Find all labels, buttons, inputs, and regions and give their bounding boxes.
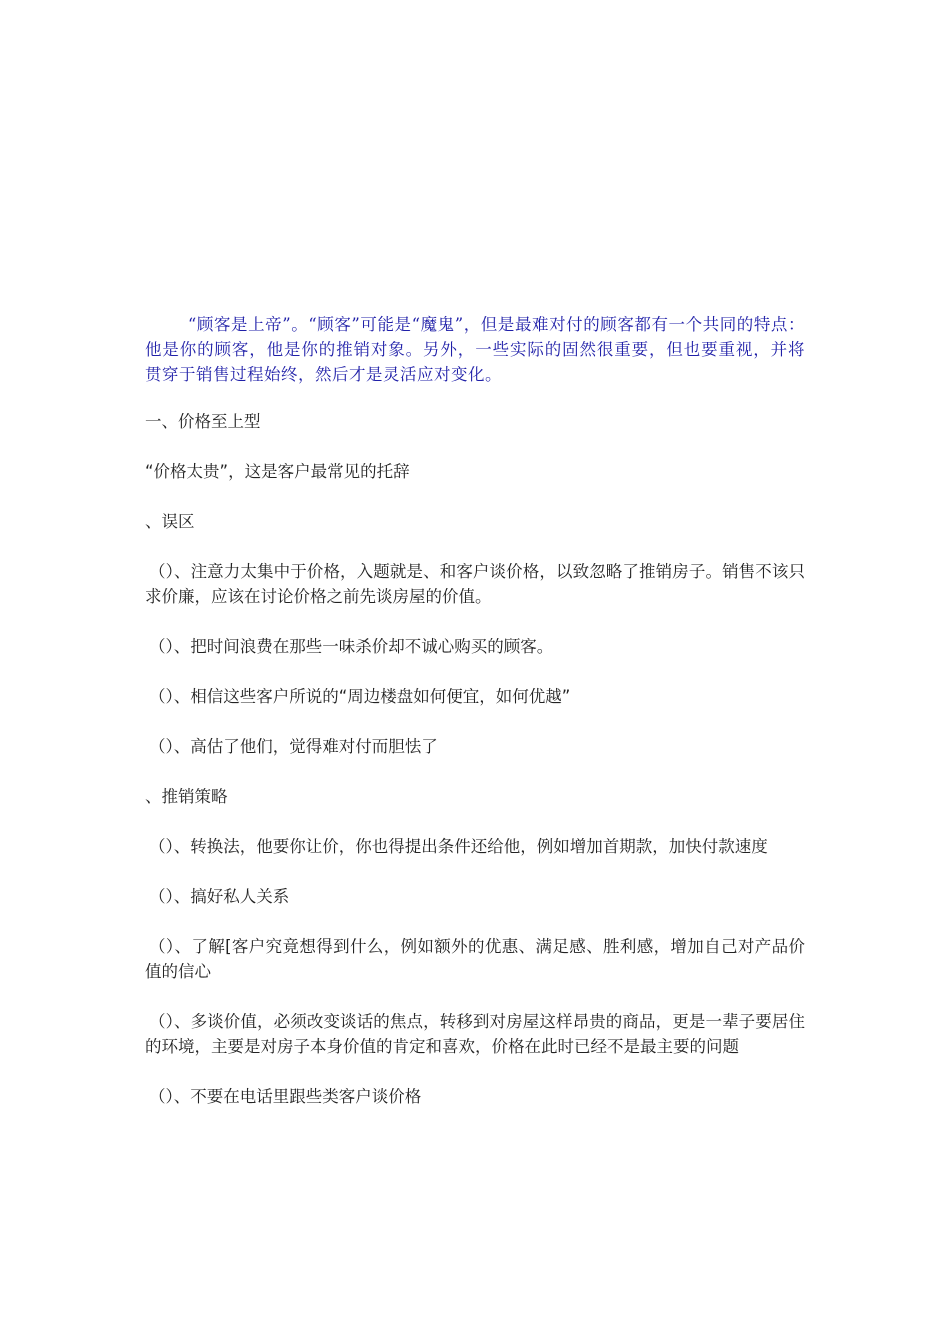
strategies-heading: 、推销策略 [145, 787, 228, 806]
strategy-item-4: （）、多谈价值，必须改变谈话的焦点，转移到对房屋这样昂贵的商品，更是一辈子要居住的环境，主要是对房子本身价值的肯定和喜欢，价格在此时已经不是最主要的问题 [145, 1012, 805, 1056]
misconception-item-2: （）、把时间浪费在那些一味杀价却不诚心购买的顾客。 [149, 637, 554, 656]
intro-paragraph: “顾客是上帝”。“顾客”可能是“魔鬼”，但是最难对付的顾客都有一个共同的特点：他是你的顾客，他是你的推销对象。另外，一些实际的固然很重要，但也要重视，并将贯穿于销售过程始终，然后才是灵活应对变化。 [145, 315, 805, 384]
misconception-item-3: （）、相信这些客户所说的“周边楼盘如何便宜，如何优越” [149, 687, 571, 706]
section-title: 一、价格至上型 [145, 412, 261, 431]
misconception-item-4: （）、高估了他们，觉得难对付而胆怯了 [149, 737, 438, 756]
strategy-item-5: （）、不要在电话里跟些类客户谈价格 [149, 1087, 422, 1106]
misconceptions-heading: 、误区 [145, 512, 195, 531]
section-subtitle: “价格太贵”，这是客户最常见的托辞 [145, 462, 410, 481]
document-page [145, 312, 805, 1134]
strategy-item-3: （）、了解[客户究竟想得到什么，例如额外的优惠、满足感、胜利感，增加自己对产品价值的信心 [145, 937, 805, 981]
misconception-item-1: （）、注意力太集中于价格，入题就是、和客户谈价格，以致忽略了推销房子。销售不该只求价廉，应该在讨论价格之前先谈房屋的价值。 [145, 562, 805, 606]
strategy-item-1: （）、转换法，他要你让价，你也得提出条件还给他，例如增加首期款，加快付款速度 [149, 837, 768, 856]
strategy-item-2: （）、搞好私人关系 [149, 887, 290, 906]
